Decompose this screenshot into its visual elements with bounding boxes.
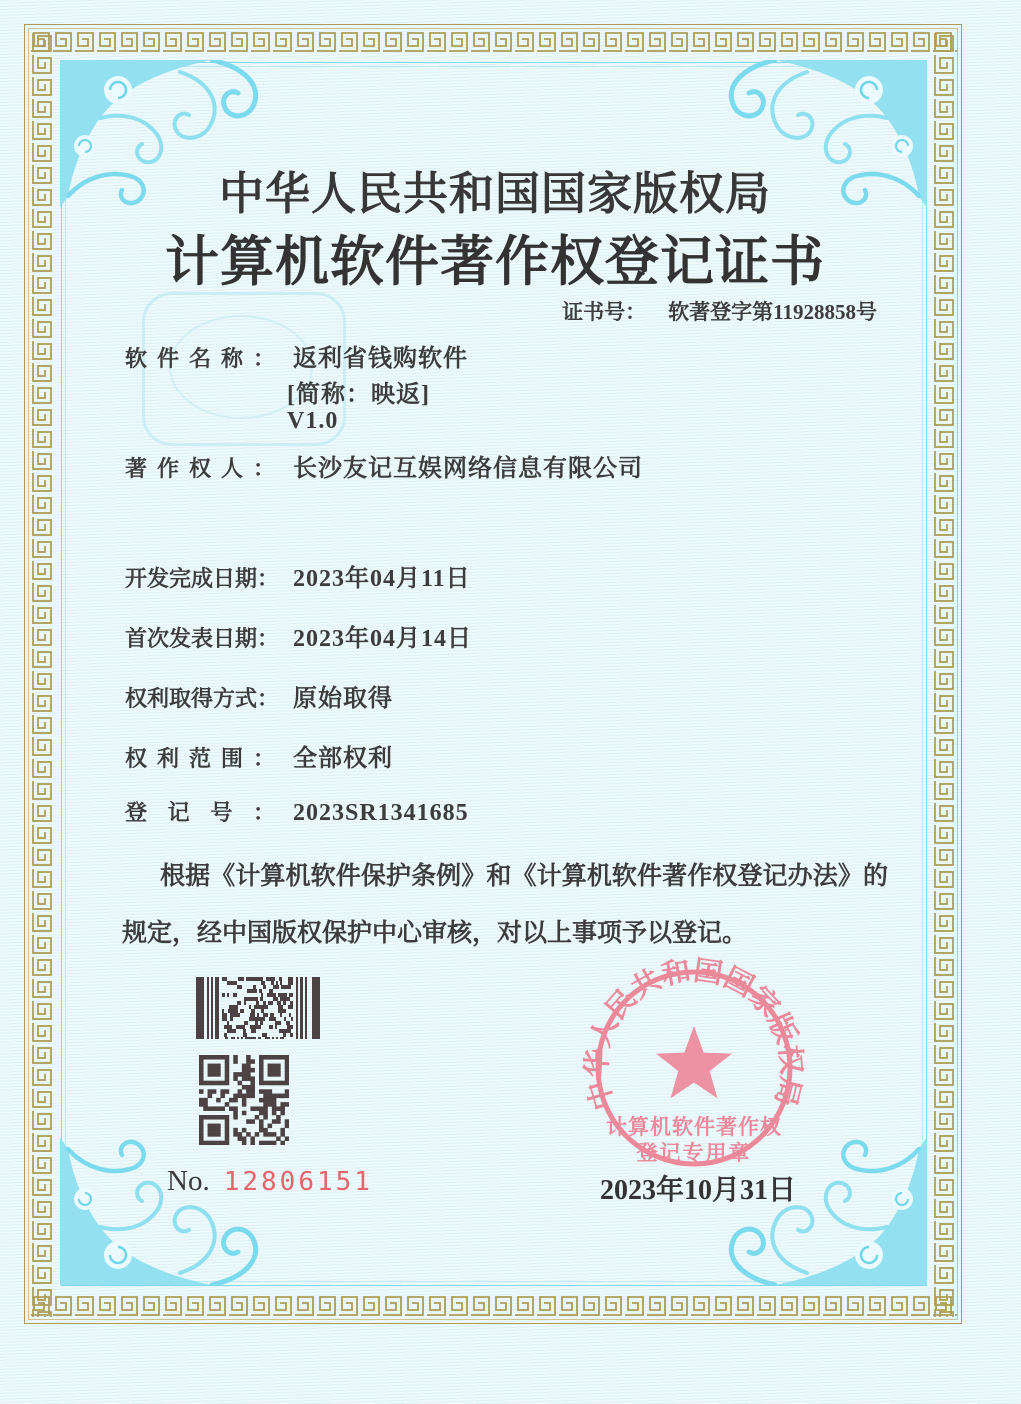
field-value: 返利省钱购软件 (293, 346, 468, 372)
field-value: 2023年04月11日 (293, 566, 471, 592)
field-dev-complete-date (125, 558, 471, 593)
meander-border-top (29, 31, 957, 53)
seal-text-line1: 计算机软件著作权 (606, 1115, 782, 1139)
issuing-authority-title: 中华人民共和国国家版权局 (218, 169, 771, 219)
field-copyright-owner (125, 448, 643, 483)
software-version: V1.0 (287, 408, 339, 434)
field-first-publish-date (125, 618, 472, 653)
certificate-number-value: 软著登字第11928858号 (668, 300, 877, 324)
field-label: 软件名称： (125, 346, 275, 371)
seal-text-line2: 登记专用章 (636, 1141, 752, 1165)
field-value: 全部权利 (293, 746, 393, 772)
certificate-title: 计算机软件著作权登记证书 (165, 232, 825, 292)
certificate-number-line (562, 296, 877, 326)
field-value: 2023年04月14日 (293, 626, 472, 652)
field-value: 2023SR1341685 (293, 800, 469, 826)
field-label: 登记号： (125, 800, 275, 825)
field-rights-acquisition (125, 678, 393, 713)
qr-code (199, 1055, 289, 1145)
barcode (196, 977, 322, 1039)
serial-number-line (167, 1165, 373, 1198)
field-label: 著作权人： (125, 456, 275, 481)
field-label: 首次发表日期： (125, 626, 280, 651)
corner-ornament-bottom-left (60, 1137, 265, 1285)
field-software-name (125, 338, 468, 373)
serial-number-value: 12806151 (223, 1167, 373, 1197)
field-value: 长沙友记互娱网络信息有限公司 (293, 456, 643, 482)
registration-statement: 根据《计算机软件保护条例》和《计算机软件著作权登记办法》的规定，经中国版权保护中心审核，对以上事项予以登记。 (122, 863, 888, 947)
issue-date: 2023年10月31日 (600, 1175, 797, 1206)
field-label: 权利范围： (125, 746, 275, 771)
field-label: 开发完成日期： (125, 566, 280, 591)
seal-star-icon (656, 1026, 732, 1098)
field-registration-number (125, 796, 469, 827)
field-rights-scope (125, 738, 393, 773)
software-short-name: [简称：映返] (287, 382, 430, 408)
meander-border-bottom (29, 1295, 957, 1317)
serial-number-label: No. (167, 1165, 210, 1197)
field-value: 原始取得 (293, 686, 393, 712)
seal-ring-text: 中华人民共和国国家版权局 (582, 956, 806, 1114)
certificate-number-label: 证书号： (562, 300, 647, 324)
official-seal (582, 956, 806, 1180)
field-label: 权利取得方式： (125, 686, 280, 711)
